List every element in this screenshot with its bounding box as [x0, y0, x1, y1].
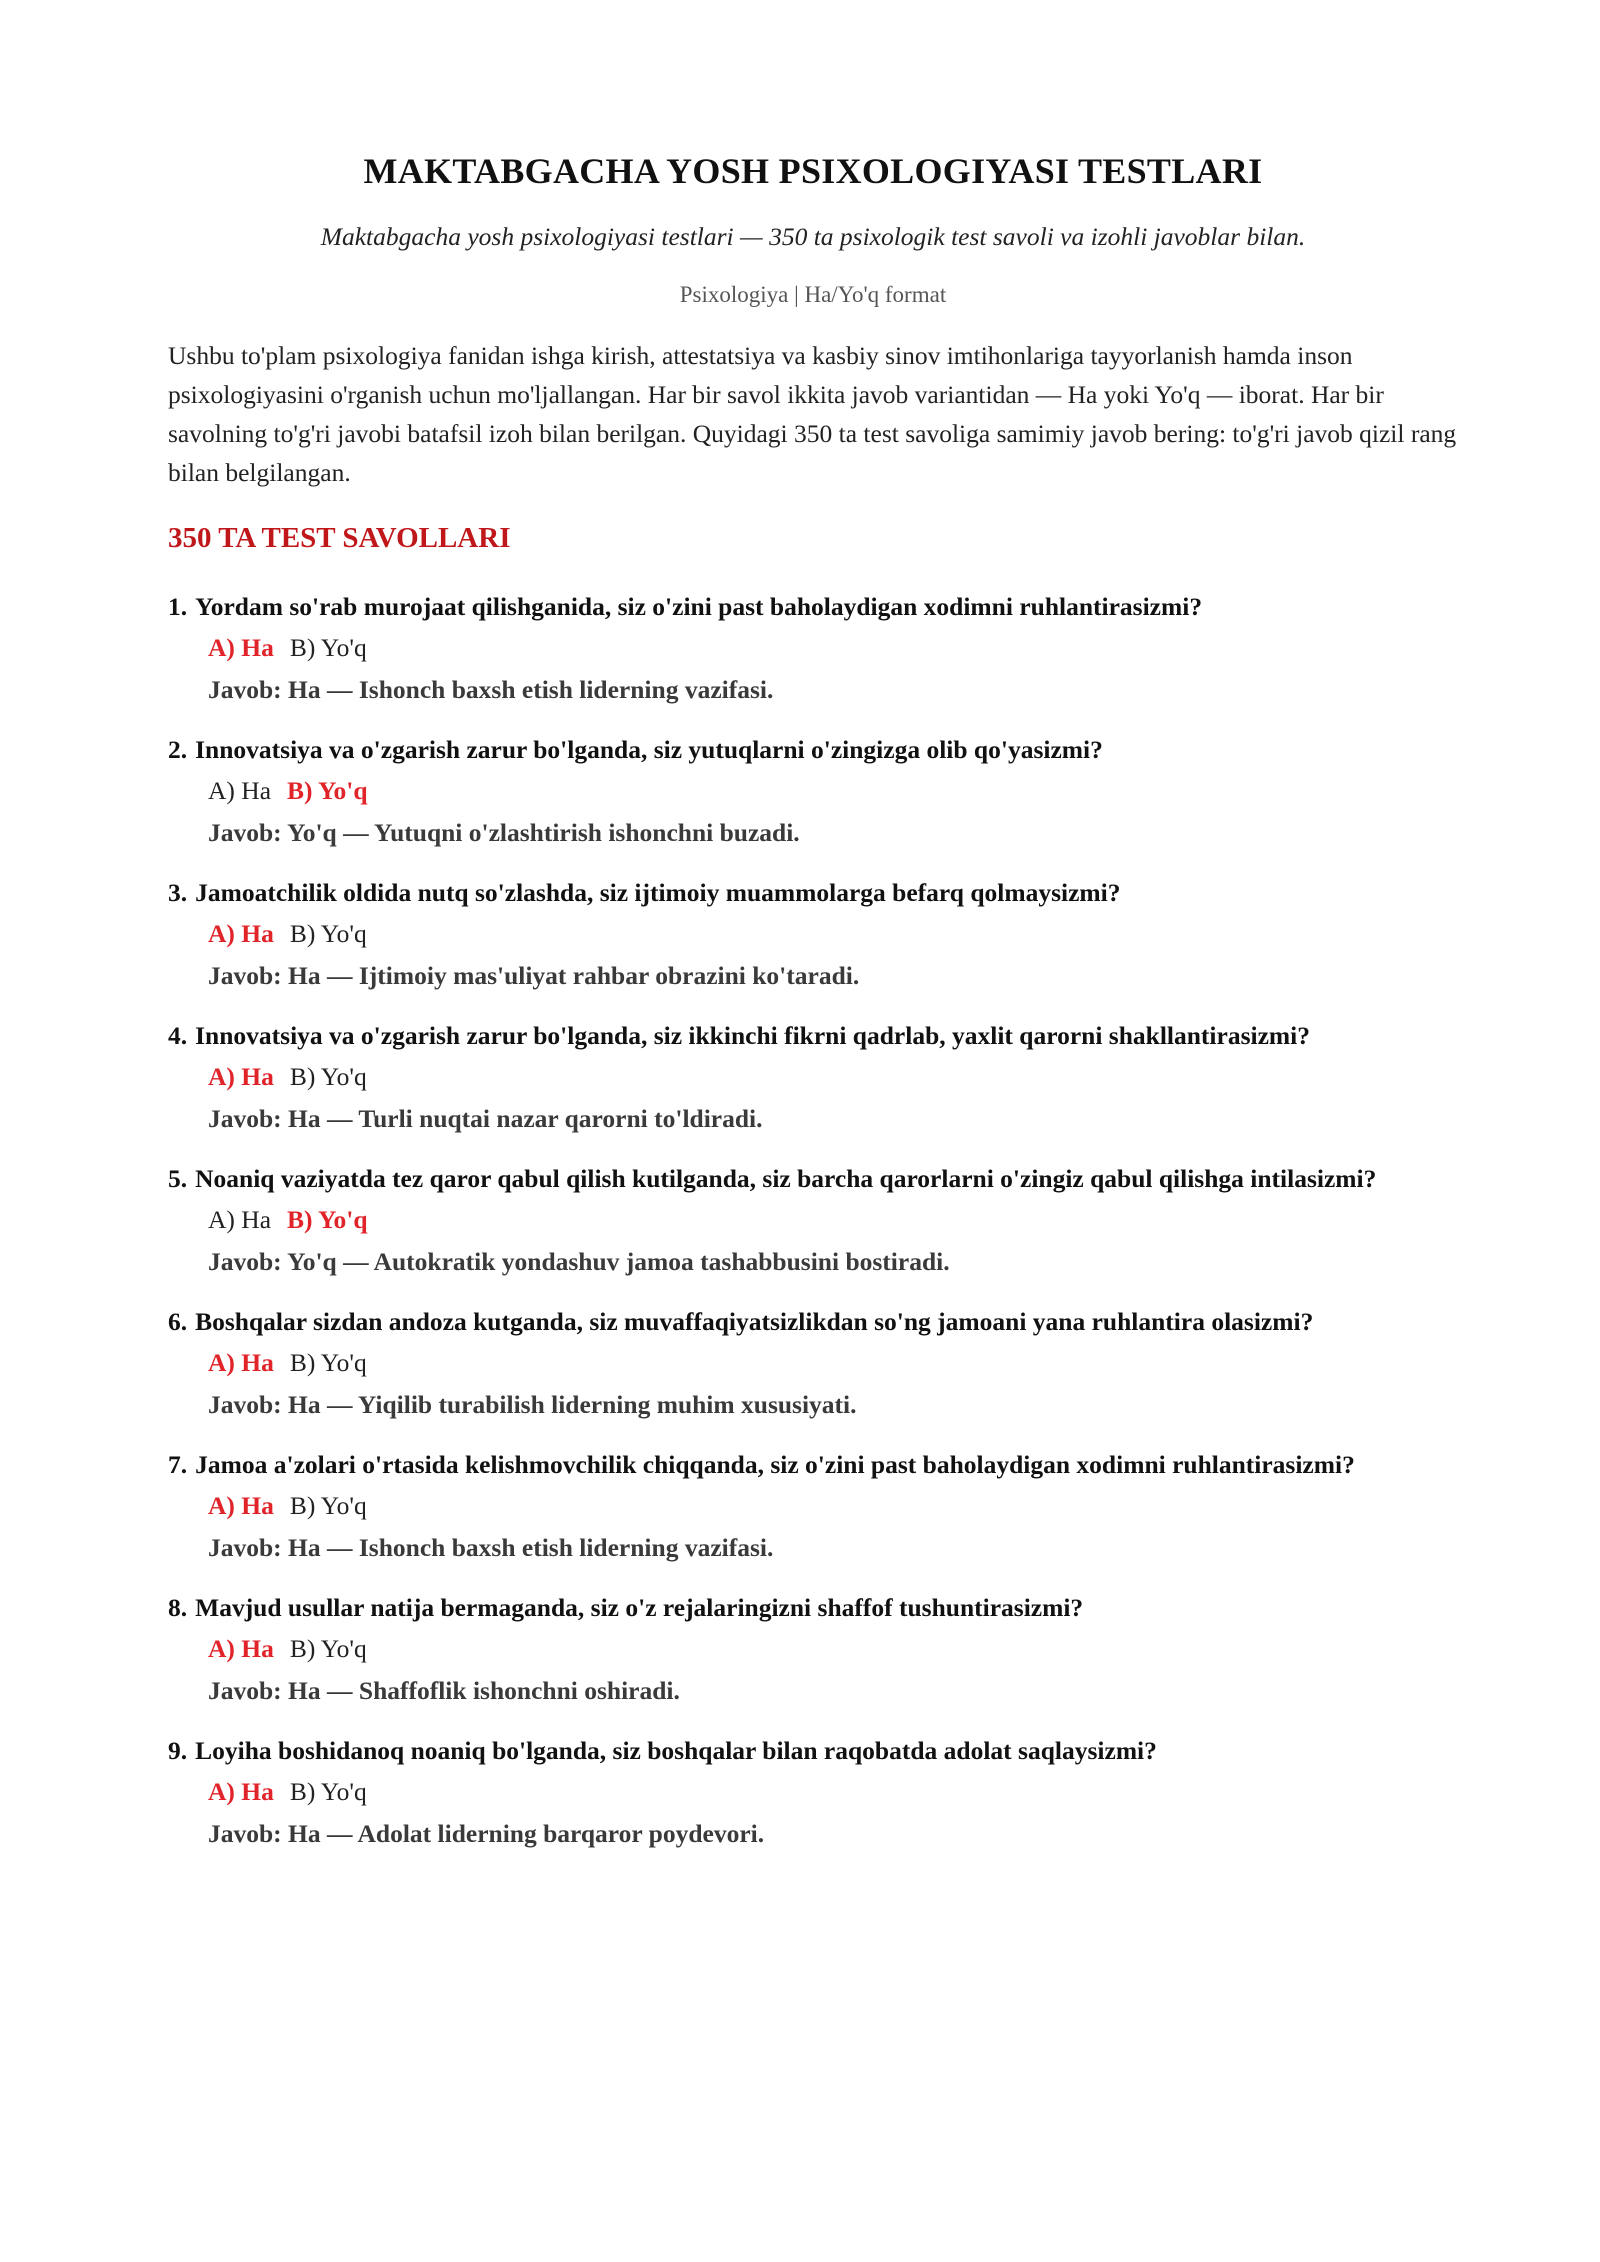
question-number: 9.	[168, 1736, 188, 1765]
answer-explanation: Javob: Ha — Shaffoflik ishonchni oshiradi.	[208, 1676, 680, 1705]
correct-option: B) Yo'q	[287, 1205, 368, 1234]
question-number: 5.	[168, 1164, 188, 1193]
answer-explanation: Javob: Ha — Turli nuqtai nazar qarorni to'ldiradi.	[208, 1104, 763, 1133]
question-item	[168, 1445, 1458, 1569]
question-list	[168, 587, 1458, 1855]
question-text	[168, 1159, 1458, 1199]
answer-options	[168, 627, 1458, 669]
correct-option: A) Ha	[208, 1777, 274, 1806]
answer-explanation: Javob: Yo'q — Yutuqni o'zlashtirish ishonchni buzadi.	[208, 818, 800, 847]
answer-option: A) Ha	[208, 1205, 272, 1234]
question-label: Noaniq vaziyatda tez qaror qabul qilish kutilganda, siz barcha qarorlarni o'zingiz qabul qilishga intilasizmi?	[195, 1164, 1377, 1193]
question-item	[168, 873, 1458, 997]
question-text	[168, 1302, 1458, 1342]
answer-options	[168, 770, 1458, 812]
answer-option: B) Yo'q	[289, 1491, 367, 1520]
answer-options	[168, 1771, 1458, 1813]
correct-option: A) Ha	[208, 1062, 274, 1091]
answer-explanation: Javob: Ha — Ishonch baxsh etish liderning vazifasi.	[208, 675, 774, 704]
question-item	[168, 1016, 1458, 1140]
answer-options	[168, 913, 1458, 955]
answer-option: A) Ha	[208, 776, 272, 805]
answer-option: B) Yo'q	[289, 633, 367, 662]
answer-option: B) Yo'q	[289, 1062, 367, 1091]
answer-option: B) Yo'q	[289, 919, 367, 948]
question-label: Yordam so'rab murojaat qilishganida, siz o'zini past baholaydigan xodimni ruhlantirasizmi?	[195, 592, 1203, 621]
question-item	[168, 587, 1458, 711]
question-text	[168, 873, 1458, 913]
answer-options	[168, 1485, 1458, 1527]
question-label: Innovatsiya va o'zgarish zarur bo'lganda, siz ikkinchi fikrni qadrlab, yaxlit qarorni shakllantirasizmi?	[195, 1021, 1310, 1050]
answer-options	[168, 1199, 1458, 1241]
correct-option: A) Ha	[208, 633, 274, 662]
question-label: Jamoa a'zolari o'rtasida kelishmovchilik chiqqanda, siz o'zini past baholaydigan xodimni ruhlantirasizmi?	[195, 1450, 1355, 1479]
question-label: Loyiha boshidanoq noaniq bo'lganda, siz boshqalar bilan raqobatda adolat saqlaysizmi?	[195, 1736, 1157, 1765]
question-item	[168, 1588, 1458, 1712]
answer-option: B) Yo'q	[289, 1777, 367, 1806]
question-number: 1.	[168, 592, 188, 621]
question-item	[168, 730, 1458, 854]
question-text	[168, 587, 1458, 627]
section-heading: 350 TA TEST SAVOLLARI	[168, 522, 511, 554]
answer-explanation: Javob: Yo'q — Autokratik yondashuv jamoa tashabbusini bostiradi.	[208, 1247, 950, 1276]
question-item	[168, 1302, 1458, 1426]
question-number: 7.	[168, 1450, 188, 1479]
question-text	[168, 1731, 1458, 1771]
answer-option: B) Yo'q	[289, 1348, 367, 1377]
intro-paragraph: Ushbu to'plam psixologiya fanidan ishga kirish, attestatsiya va kasbiy sinov imtihonlariga tayyorlanish hamda inson psixologiyasini o'rganish uchun mo'ljallangan. Har bir savol ikkita javob variantidan — Ha yoki Yo'q — iborat. Har bir savolning to'g'ri javobi batafsil izoh bilan berilgan. Quyidagi 350 ta test savoliga samimiy javob bering: to'g'ri javob qizil rang bilan belgilangan.	[168, 341, 1457, 487]
question-number: 6.	[168, 1307, 188, 1336]
question-number: 8.	[168, 1593, 188, 1622]
question-text	[168, 1445, 1458, 1485]
question-item	[168, 1731, 1458, 1855]
correct-option: A) Ha	[208, 1348, 274, 1377]
question-text	[168, 1588, 1458, 1628]
question-label: Innovatsiya va o'zgarish zarur bo'lganda, siz yutuqlarni o'zingizga olib qo'yasizmi?	[195, 735, 1103, 764]
answer-explanation: Javob: Ha — Yiqilib turabilish liderning muhim xususiyati.	[208, 1390, 857, 1419]
answer-options	[168, 1342, 1458, 1384]
question-label: Mavjud usullar natija bermaganda, siz o'z rejalaringizni shaffof tushuntirasizmi?	[195, 1593, 1084, 1622]
question-label: Jamoatchilik oldida nutq so'zlashda, siz ijtimoiy muammolarga befarq qolmaysizmi?	[195, 878, 1121, 907]
question-item	[168, 1159, 1458, 1283]
answer-explanation: Javob: Ha — Adolat liderning barqaror poydevori.	[208, 1819, 765, 1848]
document-title: MAKTABGACHA YOSH PSIXOLOGIYASI TESTLARI	[363, 151, 1263, 191]
question-text	[168, 730, 1458, 770]
question-label: Boshqalar sizdan andoza kutganda, siz muvaffaqiyatsizlikdan so'ng jamoani yana ruhlantira olasizmi?	[195, 1307, 1314, 1336]
question-number: 3.	[168, 878, 188, 907]
correct-option: B) Yo'q	[287, 776, 368, 805]
document-meta: Psixologiya | Ha/Yo'q format	[679, 282, 947, 307]
answer-options	[168, 1056, 1458, 1098]
document-subtitle: Maktabgacha yosh psixologiyasi testlari — 350 ta psixologik test savoli va izohli javoblar bilan.	[320, 222, 1306, 251]
answer-option: B) Yo'q	[289, 1634, 367, 1663]
question-number: 4.	[168, 1021, 188, 1050]
correct-option: A) Ha	[208, 1634, 274, 1663]
document-page	[168, 150, 1458, 1874]
answer-options	[168, 1628, 1458, 1670]
question-text	[168, 1016, 1458, 1056]
question-number: 2.	[168, 735, 188, 764]
answer-explanation: Javob: Ha — Ijtimoiy mas'uliyat rahbar obrazini ko'taradi.	[208, 961, 860, 990]
correct-option: A) Ha	[208, 919, 274, 948]
correct-option: A) Ha	[208, 1491, 274, 1520]
answer-explanation: Javob: Ha — Ishonch baxsh etish liderning vazifasi.	[208, 1533, 774, 1562]
